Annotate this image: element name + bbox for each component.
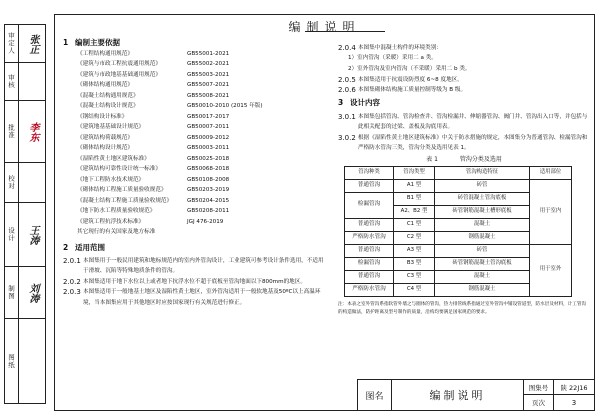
env-item-1: 1）室内管沟（采暖）采用二 a 类。 bbox=[348, 55, 437, 62]
approval-row bbox=[5, 25, 45, 63]
clause-text: 本图集适用于抗震设防烈度 6~8 度地区。 bbox=[358, 76, 463, 83]
table-number: 表 1 bbox=[426, 155, 438, 163]
cell-type: C3 型 bbox=[394, 270, 435, 283]
clause-number: 2.0.1 bbox=[63, 257, 81, 265]
clause-text: 本图集包括管沟、管沟检查井、管沟检漏井、伸缩器管沟、阀门井、管沟出入口等，并包括与此相关配套的过梁、盖板及沟底用表。 bbox=[358, 113, 588, 131]
approval-signature: 王涛 bbox=[27, 224, 38, 245]
cell-feature: 混凝土 bbox=[435, 218, 530, 231]
approval-row bbox=[5, 319, 45, 403]
approval-row bbox=[5, 267, 45, 319]
clause-text: 本图集中混凝土构件的环境类别： bbox=[358, 45, 442, 51]
standard-code: GB50003-2011 bbox=[187, 145, 230, 151]
standard-name: 《混凝土结构设计规范》 bbox=[77, 103, 139, 109]
standard-code: GB50204-2015 bbox=[187, 197, 230, 204]
page-number-label: 页次 bbox=[524, 395, 554, 410]
cell-type: C4 型 bbox=[394, 283, 435, 296]
standard-item bbox=[63, 83, 325, 94]
drawing-name: 编制说明 bbox=[392, 380, 524, 410]
header-feature: 管沟构造特征 bbox=[435, 166, 530, 179]
standards-list bbox=[63, 52, 325, 241]
approval-strip bbox=[4, 24, 46, 404]
table-row bbox=[345, 179, 572, 192]
clause-number: 2.0.2 bbox=[63, 277, 81, 286]
title-underline bbox=[305, 31, 385, 32]
cell-kind: 普通管沟 bbox=[345, 244, 394, 257]
section-1-heading bbox=[63, 39, 325, 47]
cell-type: C1 型 bbox=[394, 218, 435, 231]
env-item-2: 2）室外管沟及室内管沟（不采暖）采用二 b 类。 bbox=[348, 66, 471, 72]
standard-code: GB55008-2021 bbox=[187, 92, 230, 99]
approval-signature: 李东 bbox=[27, 121, 38, 142]
standard-item bbox=[63, 125, 325, 136]
table-note: 注：本表之室外管沟系指软管外墙之与圈体的管沟，热力排管线系指通过室外管沟中铺设管道型，防水层及材料，计工管沟的构造做法，防护距离及型号制作的质量，沿构均要满足国家规范的要求。 bbox=[338, 301, 587, 315]
approval-signature: 刘涛 bbox=[27, 282, 38, 303]
cell-type: A2、B2 型 bbox=[394, 205, 435, 218]
standard-name: 《地下防水工程质量验收规范》 bbox=[77, 208, 156, 214]
clause-2-0-6 bbox=[338, 85, 590, 95]
standard-name: 《建筑结构荷载规范》 bbox=[77, 134, 133, 141]
standard-code: GB55007-2021 bbox=[187, 82, 230, 88]
standard-code: GB55002-2021 bbox=[187, 61, 230, 67]
clause-text: 本图集适用于地下水位以上或者地下抗浮水位不超于底板至管沟地面以下800mm的地区。 bbox=[83, 278, 306, 285]
standard-name: 《建筑地基基础设计规范》 bbox=[77, 124, 145, 130]
standard-name: 《砌体结构通用规范》 bbox=[77, 82, 133, 88]
section-1-number: 1 bbox=[63, 38, 69, 47]
cell-kind: 普通管沟 bbox=[345, 270, 394, 283]
cell-type: A3 型 bbox=[394, 244, 435, 257]
cell-feature: 砖管 bbox=[435, 244, 530, 257]
approval-label: 设计 bbox=[5, 203, 19, 266]
standard-code: GB50025-2018 bbox=[187, 155, 230, 162]
cell-kind: 普通管沟 bbox=[345, 218, 394, 231]
header-use: 适用部位 bbox=[530, 166, 572, 179]
standard-name: 《湿陷性黄土地区建筑标准》 bbox=[77, 155, 150, 162]
clause-number: 2.0.6 bbox=[338, 86, 356, 94]
standard-item bbox=[63, 167, 325, 178]
cell-use-indoor: 用于室内 bbox=[530, 179, 572, 244]
clause-number: 2.0.4 bbox=[338, 44, 356, 52]
standard-code: GB50017-2017 bbox=[187, 113, 230, 120]
cell-feature: 混凝土 bbox=[435, 270, 530, 283]
section-3-heading bbox=[338, 99, 590, 107]
approval-label: 批准 bbox=[5, 101, 19, 162]
standard-name: 其它现行的有关国家及地方标准 bbox=[77, 229, 156, 235]
cell-kind: 检漏管沟 bbox=[345, 192, 394, 218]
table-row bbox=[345, 244, 572, 257]
clause-number: 3.0.1 bbox=[338, 112, 356, 121]
cell-type: C2 型 bbox=[394, 231, 435, 244]
standard-name: 《砌体结构设计规范》 bbox=[77, 145, 133, 151]
standard-code: GB50108-2008 bbox=[187, 176, 230, 183]
cell-feature: 砖管钢筋混凝土槽形底板 bbox=[435, 205, 530, 218]
standard-code: GB50208-2011 bbox=[187, 208, 230, 214]
clause-3-0-1 bbox=[338, 112, 590, 133]
cell-kind: 检漏管沟 bbox=[345, 257, 394, 270]
section-3-title: 设计内容 bbox=[350, 98, 380, 108]
standard-item bbox=[63, 104, 325, 115]
standard-name: 《工程结构通用规范》 bbox=[77, 50, 133, 57]
clause-text: 本图集用于一般民用建筑和地标规范内的室内外管沟设计，工业建筑可参考设计条件选用，不适用于滑坡、沉陷等特殊地质条件的管沟。 bbox=[83, 258, 324, 275]
clause-number: 2.0.3 bbox=[63, 288, 81, 297]
standard-item bbox=[63, 188, 325, 199]
section-2-title: 适用范围 bbox=[75, 242, 105, 252]
standard-name: 《地下工程防水技术规范》 bbox=[77, 176, 145, 183]
standard-code: GB50010-2010 (2015 年版) bbox=[187, 103, 263, 109]
right-column bbox=[338, 43, 590, 317]
approval-signature bbox=[20, 163, 45, 202]
cell-feature: 砖管 bbox=[435, 179, 530, 192]
cell-type: B3 型 bbox=[394, 257, 435, 270]
clause-text: 本图集砌体结构施工质量控制等级为 B 级。 bbox=[358, 87, 467, 93]
cell-kind: 严格防水管沟 bbox=[345, 231, 394, 244]
cell-type: B1 型 bbox=[394, 192, 435, 205]
approval-label: 制图 bbox=[5, 267, 19, 318]
atlas-number-label: 图集号 bbox=[524, 380, 554, 395]
standard-code: GB50007-2011 bbox=[187, 124, 230, 130]
approval-row bbox=[5, 163, 45, 203]
standard-code: GB50203-2019 bbox=[187, 187, 230, 193]
clause-number: 2.0.5 bbox=[338, 75, 356, 84]
approval-signature bbox=[20, 63, 45, 100]
standard-item bbox=[63, 230, 325, 241]
cell-type: A1 型 bbox=[394, 179, 435, 192]
standard-item bbox=[63, 146, 325, 157]
main-frame bbox=[54, 14, 595, 411]
approval-signature bbox=[20, 319, 45, 403]
cell-feature: 砖管钢筋混凝土管沟底板 bbox=[435, 257, 530, 270]
drawing-name-label: 图名 bbox=[358, 380, 392, 410]
standard-code: GB50009-2012 bbox=[187, 134, 230, 141]
trench-classification-table bbox=[344, 166, 572, 297]
table-title: 管沟分类及选用 bbox=[459, 155, 502, 163]
standard-code: GB50068-2018 bbox=[187, 166, 230, 172]
clause-2-0-3 bbox=[63, 287, 325, 308]
table-header-row bbox=[345, 166, 572, 179]
standard-name: 《建筑工程抗浮技术标准》 bbox=[77, 218, 145, 225]
atlas-number: 陕 22J16 bbox=[554, 380, 594, 395]
approval-label: 审核 bbox=[5, 63, 19, 100]
cell-feature: 钢筋混凝土 bbox=[435, 283, 530, 296]
page-number: 3 bbox=[571, 398, 577, 407]
clause-number: 3.0.2 bbox=[338, 133, 356, 142]
standard-name: 《砌体结构工程施工质量验收规范》 bbox=[77, 187, 167, 193]
section-2-number: 2 bbox=[63, 242, 69, 252]
section-3-number: 3 bbox=[338, 98, 344, 108]
section-1-title: 编制主要依据 bbox=[75, 38, 120, 47]
cell-use-outdoor: 用于室外 bbox=[530, 244, 572, 296]
standard-item bbox=[63, 209, 325, 220]
approval-signature: 张正 bbox=[27, 33, 38, 54]
approval-row bbox=[5, 203, 45, 267]
cell-feature: 钢筋混凝土 bbox=[435, 231, 530, 244]
approval-row bbox=[5, 63, 45, 101]
clause-3-0-2 bbox=[338, 133, 590, 154]
approval-row bbox=[5, 101, 45, 163]
table-caption bbox=[338, 157, 590, 163]
section-2-heading bbox=[63, 244, 325, 252]
standard-name: 《建筑与市政工程抗震通用规范》 bbox=[77, 61, 161, 67]
clause-text: 本图集适用于一般地基土地区及湿陷性黄土地区，室外管沟适用于一般软地基及50ºC以上高温环境，当本图集应用于其他地区时应按国家现行有关规范进行修正。 bbox=[83, 289, 321, 306]
title-block bbox=[357, 379, 595, 411]
standard-code: GB55003-2021 bbox=[187, 71, 230, 78]
clause-2-0-4 bbox=[338, 43, 590, 53]
standard-name: 《建筑与市政地基基础通用规范》 bbox=[77, 71, 161, 78]
approval-label: 图纸 bbox=[5, 319, 19, 403]
page-title: 编制说明 bbox=[288, 20, 361, 34]
standard-name: 《建筑结构可靠性设计统一标准》 bbox=[77, 166, 161, 172]
standard-name: 《钢结构设计标准》 bbox=[77, 113, 128, 120]
clause-2-0-5 bbox=[338, 75, 590, 85]
standard-code: GB55001-2021 bbox=[187, 50, 230, 57]
approval-label: 审定人 bbox=[5, 25, 19, 62]
standard-name: 《混凝土结构工程施工质量验收规范》 bbox=[77, 197, 173, 204]
standard-name: 《混凝土结构通用规范》 bbox=[77, 92, 139, 99]
standard-item bbox=[63, 62, 325, 73]
cell-kind: 严格防水管沟 bbox=[345, 283, 394, 296]
clause-2-0-2 bbox=[63, 277, 325, 287]
cell-feature: 砖管混凝土管沟底板 bbox=[435, 192, 530, 205]
header-kind: 管沟种类 bbox=[345, 166, 394, 179]
cell-kind: 普通管沟 bbox=[345, 179, 394, 192]
clause-2-0-1 bbox=[63, 256, 325, 277]
header-type: 管沟类型 bbox=[394, 166, 435, 179]
standard-code: JGJ 476-2019 bbox=[187, 218, 224, 225]
left-column bbox=[63, 39, 325, 308]
clause-text: 根据《湿陷性黄土地区建筑标准》中关于防水措施的规定，本图集分为普通管沟、检漏管沟和严格防水管沟三类，管沟分类及选用见表 1。 bbox=[358, 134, 588, 152]
approval-label: 校对 bbox=[5, 163, 19, 202]
